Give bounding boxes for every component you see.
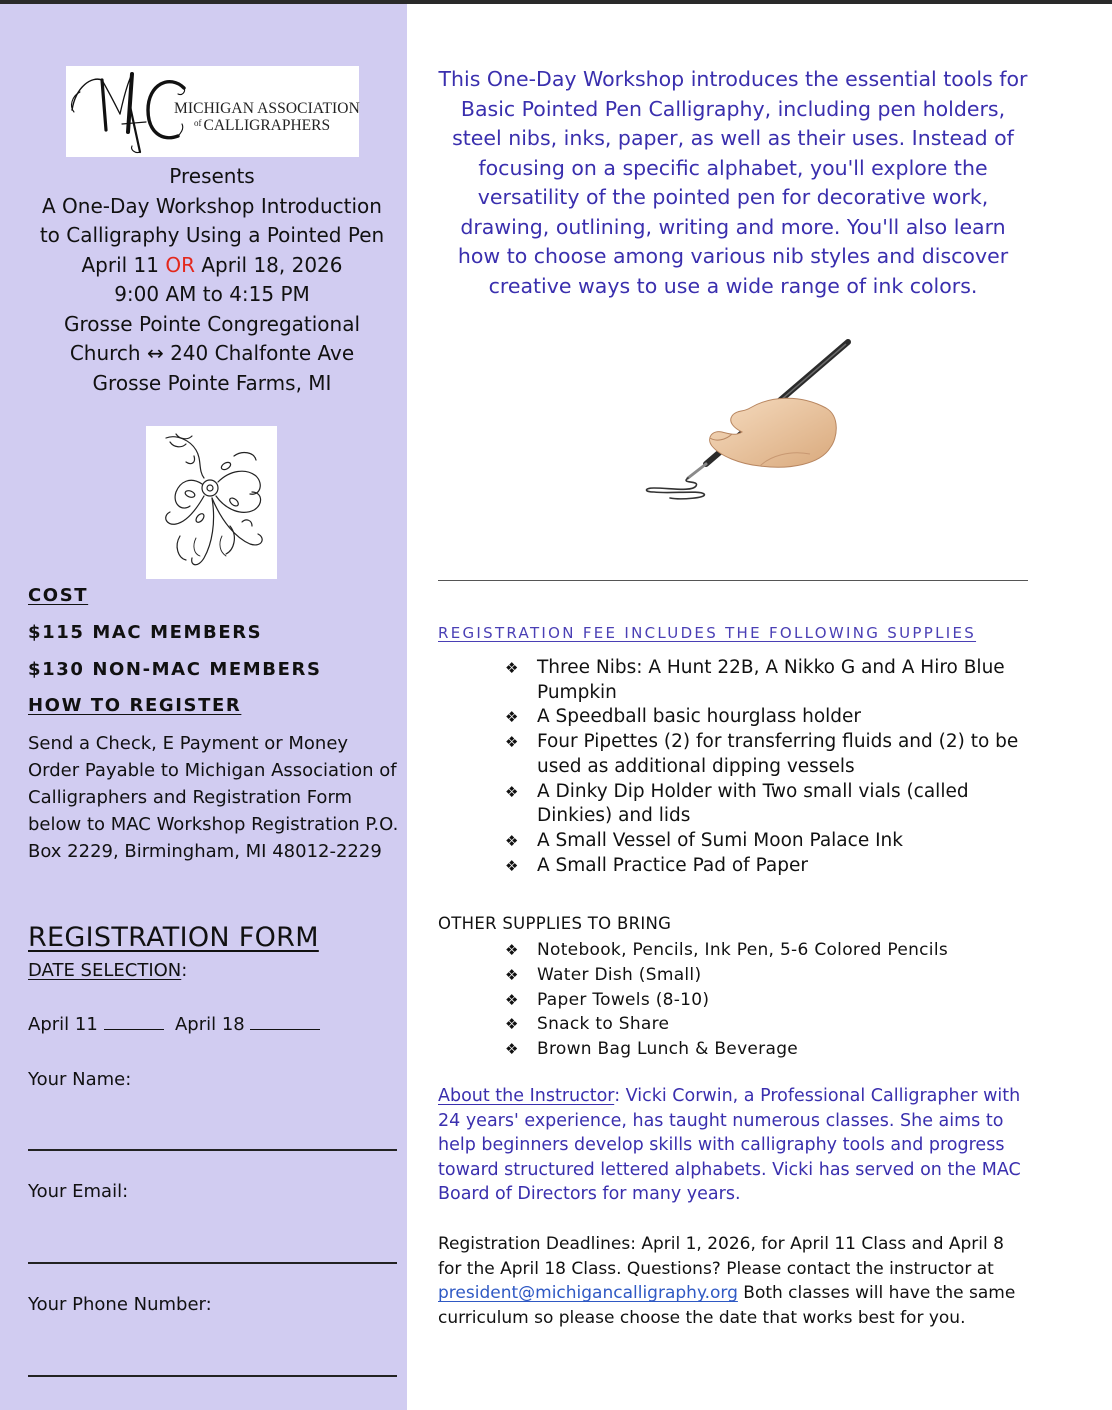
date-options bbox=[28, 1014, 320, 1035]
list-item-text: A Small Practice Pad of Paper bbox=[537, 854, 808, 876]
date-selection-text: DATE SELECTION bbox=[28, 960, 182, 981]
list-item bbox=[505, 780, 1027, 829]
date-option-april-11-blank[interactable] bbox=[104, 1014, 164, 1030]
registration-form-title: REGISTRATION FORM bbox=[28, 922, 319, 953]
about-instructor bbox=[438, 1084, 1028, 1207]
event-time: 9:00 AM to 4:15 PM bbox=[114, 282, 310, 306]
event-venue-line1: Grosse Pointe Congregational bbox=[63, 311, 361, 336]
event-title-line1: A One-Day Workshop Introduction bbox=[42, 193, 382, 218]
diamond-bullet-icon: ❖ bbox=[505, 733, 519, 752]
registration-deadlines bbox=[438, 1232, 1028, 1330]
cost-members: $115 MAC MEMBERS bbox=[28, 622, 263, 643]
contact-email-link[interactable]: president@michigancalligraphy.org bbox=[438, 1283, 738, 1304]
date-selection-colon: : bbox=[181, 960, 188, 981]
diamond-bullet-icon: ❖ bbox=[505, 990, 519, 1009]
name-label: Your Name: bbox=[28, 1069, 132, 1090]
list-item-text: A Speedball basic hourglass holder bbox=[537, 706, 862, 728]
email-field[interactable] bbox=[28, 1262, 397, 1264]
list-item-text: A Dinky Dip Holder with Two small vials (called Dinkies) and lids bbox=[537, 780, 969, 827]
phone-label: Your Phone Number: bbox=[28, 1294, 212, 1315]
diamond-bullet-icon: ❖ bbox=[505, 1015, 519, 1034]
about-instructor-link[interactable]: About the Instructor bbox=[438, 1086, 615, 1106]
cost-non-members: $130 NON-MAC MEMBERS bbox=[28, 659, 322, 680]
list-item-text: A Small Vessel of Sumi Moon Palace Ink bbox=[537, 829, 903, 851]
event-title-line2: to Calligraphy Using a Pointed Pen bbox=[39, 223, 385, 247]
event-date-b: April 18, 2026 bbox=[201, 252, 343, 277]
phone-field[interactable] bbox=[28, 1375, 397, 1377]
email-label: Your Email: bbox=[28, 1181, 129, 1202]
list-item bbox=[505, 938, 1017, 963]
diamond-bullet-icon: ❖ bbox=[505, 782, 519, 801]
how-to-register-text: Send a Check, E Payment or Money Order Payable to Michigan Association of Calligraphers and Registration Form below to MAC Workshop Registration P.O. Box 2229, Birmingham, MI 48012-2229 bbox=[28, 733, 399, 862]
diamond-bullet-icon: ❖ bbox=[505, 659, 519, 677]
list-item bbox=[505, 988, 1017, 1013]
list-item-text: Four Pipettes (2) for transferring fluids and (2) to be used as additional dipping vessels bbox=[537, 731, 1019, 777]
mac-monogram-icon bbox=[66, 66, 186, 157]
diamond-bullet-icon: ❖ bbox=[505, 856, 519, 875]
list-item bbox=[505, 963, 1017, 988]
date-option-april-18-label: April 18 bbox=[174, 1014, 245, 1035]
list-item bbox=[505, 1037, 1017, 1062]
event-venue-line2: Church ↔ 240 Chalfonte Ave bbox=[69, 341, 355, 365]
list-item bbox=[505, 829, 1027, 854]
date-selection-label bbox=[28, 960, 187, 981]
other-supplies-list bbox=[505, 938, 1017, 1062]
logo-text-calligraphers bbox=[194, 117, 330, 135]
logo-text-calligraphers-word: CALLIGRAPHERS bbox=[203, 117, 331, 134]
list-item-text: Paper Towels (8-10) bbox=[537, 989, 710, 1010]
event-date-or: OR bbox=[165, 252, 196, 277]
other-supplies-heading: OTHER SUPPLIES TO BRING bbox=[438, 914, 672, 933]
event-date-a: April 11 bbox=[81, 252, 160, 277]
how-to-register-heading: HOW TO REGISTER bbox=[28, 695, 242, 716]
event-venue-line3: Grosse Pointe Farms, MI bbox=[92, 370, 332, 395]
diamond-bullet-icon: ❖ bbox=[505, 965, 519, 984]
fee-supplies-list bbox=[505, 656, 1027, 878]
fee-supplies-heading: REGISTRATION FEE INCLUDES THE FOLLOWING SUPPLIES bbox=[438, 624, 977, 642]
list-item bbox=[505, 656, 1027, 705]
diamond-bullet-icon: ❖ bbox=[505, 1040, 519, 1059]
presents-label: Presents bbox=[169, 164, 255, 188]
diamond-bullet-icon: ❖ bbox=[505, 708, 519, 727]
list-item bbox=[505, 705, 1027, 730]
section-divider bbox=[438, 580, 1028, 581]
mac-logo bbox=[66, 66, 359, 157]
diamond-bullet-icon: ❖ bbox=[505, 941, 519, 959]
workshop-intro: This One-Day Workshop introduces the essential tools for Basic Pointed Pen Calligraphy, including pen holders, steel nibs, inks, paper, as well as their uses. Instead of focusing on a specific alphabet, you'll explore the versatility of the pointed pen for decorative work, drawing, outlining, writing and more. You'll also learn how to choose among various nib styles and discover creative ways to use a wide range of ink colors. bbox=[438, 67, 1028, 298]
list-item-text: Brown Bag Lunch & Beverage bbox=[537, 1039, 799, 1060]
logo-text-of: of bbox=[194, 118, 202, 128]
list-item-text: Snack to Share bbox=[537, 1014, 670, 1035]
event-dates bbox=[0, 251, 424, 281]
date-option-april-11-label: April 11 bbox=[28, 1014, 98, 1035]
list-item-text: Notebook, Pencils, Ink Pen, 5-6 Colored Pencils bbox=[537, 940, 949, 960]
list-item bbox=[505, 854, 1027, 879]
about-instructor-text: : Vicki Corwin, a Professional Calligrapher with 24 years' experience, has taught numerous classes. She aims to help beginners develop skills with calligraphy tools and progress toward structured lettered alphabets. Vicki has served on the MAC Board of Directors for many years. bbox=[438, 1086, 1021, 1205]
cost-heading: COST bbox=[28, 585, 89, 606]
hand-holding-pen-icon bbox=[640, 338, 855, 503]
flourish-illustration bbox=[146, 426, 277, 579]
event-details bbox=[0, 162, 424, 398]
list-item bbox=[505, 1012, 1017, 1037]
name-field[interactable] bbox=[28, 1149, 397, 1151]
deadline-text-after: Both classes will have the same curriculum so please choose the date that works best for you. bbox=[438, 1283, 1016, 1328]
date-option-april-18-blank[interactable] bbox=[250, 1014, 320, 1030]
list-item-text: Water Dish (Small) bbox=[537, 964, 702, 985]
logo-text-association: MICHIGAN ASSOCIATION bbox=[174, 100, 360, 117]
deadline-text-before: Registration Deadlines: April 1, 2026, for April 11 Class and April 8 for the April 18 Class. Questions? Please contact the instructor at bbox=[438, 1234, 1004, 1279]
calligraphy-flourish-icon bbox=[146, 426, 277, 579]
list-item-text: Three Nibs: A Hunt 22B, A Nikko G and A Hiro Blue Pumpkin bbox=[537, 657, 1005, 703]
diamond-bullet-icon: ❖ bbox=[505, 831, 519, 850]
list-item bbox=[505, 730, 1027, 779]
